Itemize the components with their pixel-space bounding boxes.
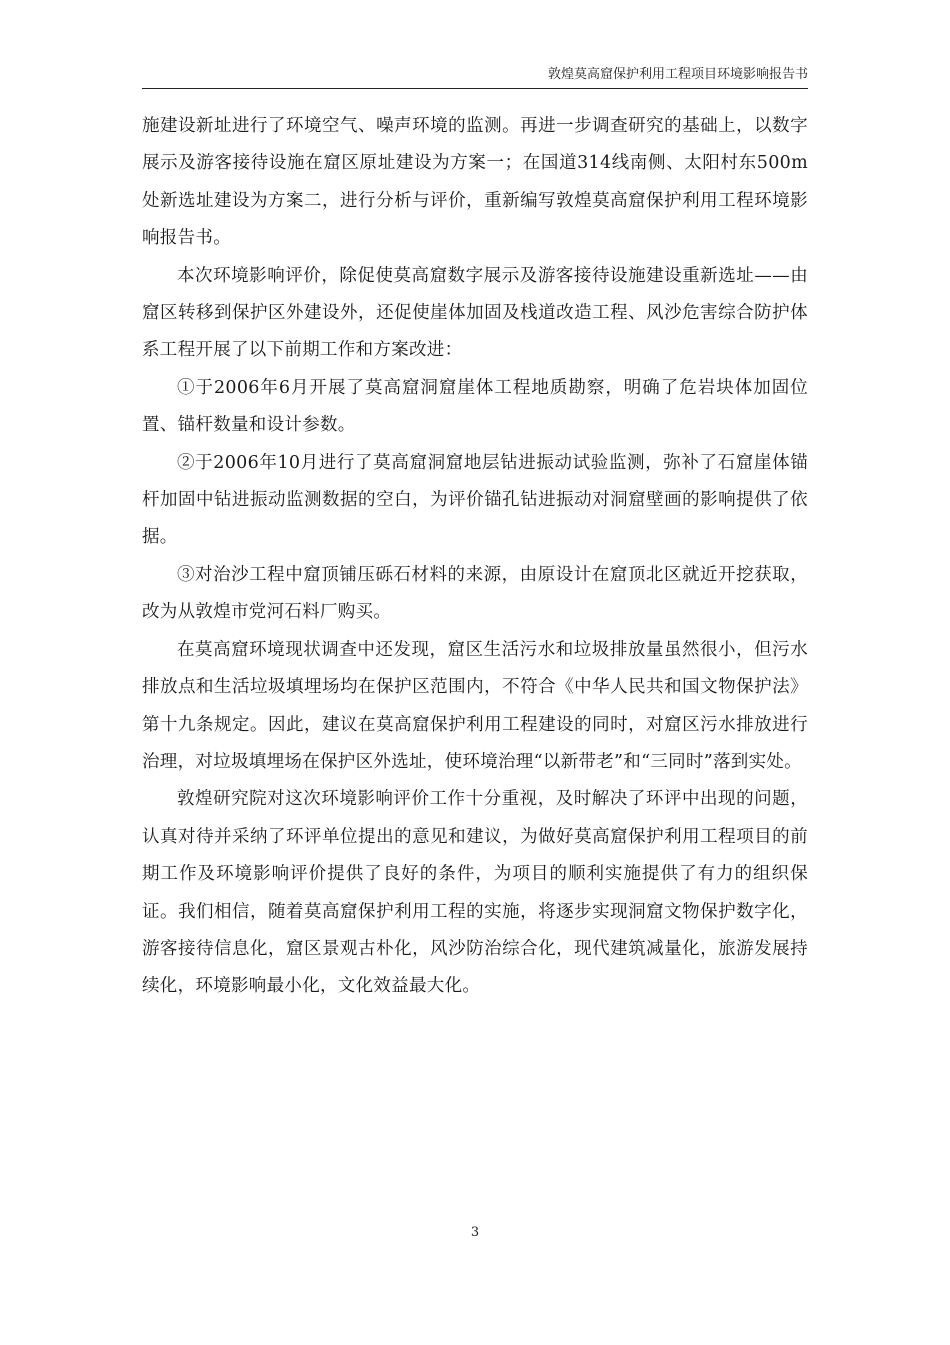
running-header [142,62,808,89]
paragraph-4: ②于2006年10月进行了莫高窟洞窟地层钻进振动试验监测，弥补了石窟崖体锚杆加固中钻进振动监测数据的空白，为评价锚孔钻进振动对洞窟壁画的影响提供了依据。 [142,452,808,548]
paragraph-7: 敦煌研究院对这次环境影响评价工作十分重视，及时解决了环评中出现的问题，认真对待并采纳了环评单位提出的意见和建议，为做好莫高窟保护利用工程项目的前期工作及环境影响评价提供了良好的条件，为项目的顺利实施提供了有力的组织保证。我们相信，随着莫高窟保护利用工程的实施，将逐步实现洞窟文物保护数字化，游客接待信息化，窟区景观古朴化，风沙防治综合化，现代建筑减量化，旅游发展持续化，环境影响最小化，文化效益最大化。 [142,789,808,997]
paragraph-6: 在莫高窟环境现状调查中还发现，窟区生活污水和垃圾排放量虽然很小，但污水排放点和生活垃圾填埋场均在保护区范围内，不符合《中华人民共和国文物保护法》第十九条规定。因此，建议在莫高窟保护利用工程建设的同时，对窟区污水排放进行治理，对垃圾填埋场在保护区外选址，使环境治理“以新带老”和“三同时”落到实处。 [142,639,808,772]
page-number: 3 [470,1225,480,1240]
paragraph-3: ①于2006年6月开展了莫高窟洞窟崖体工程地质勘察，明确了危岩块体加固位置、锚杆数量和设计参数。 [142,377,808,436]
body-text [142,108,808,1006]
paragraph-1: 施建设新址进行了环境空气、噪声环境的监测。再进一步调查研究的基础上，以数字展示及游客接待设施在窟区原址建设为方案一；在国道314线南侧、太阳村东500m处新选址建设为方案二，进行分析与评价，重新编写敦煌莫高窟保护利用工程环境影响报告书。 [142,116,808,249]
paragraph-2: 本次环境影响评价，除促使莫高窟数字展示及游客接待设施建设重新选址——由窟区转移到保护区外建设外，还促使崖体加固及栈道改造工程、风沙危害综合防护体系工程开展了以下前期工作和方案改进： [142,265,808,361]
report-title: 敦煌莫高窟保护利用工程项目环境影响报告书 [547,67,808,82]
paragraph-5: ③对治沙工程中窟顶铺压砾石材料的来源，由原设计在窟顶北区就近开挖获取，改为从敦煌市党河石料厂购买。 [142,564,808,623]
